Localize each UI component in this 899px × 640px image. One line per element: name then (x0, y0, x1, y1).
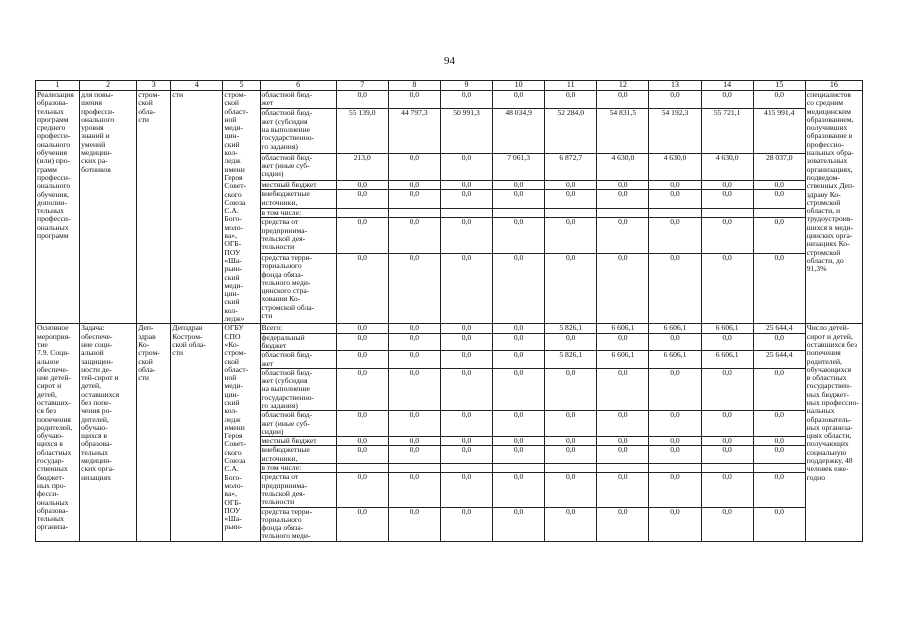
value-cell: 0,0 (753, 180, 805, 190)
value-cell: 0,0 (388, 507, 440, 541)
column-header: 9 (440, 81, 492, 91)
funding-source-label: областной бюд- жет (субсидия на выполнение государственно- го задания) (260, 109, 336, 153)
value-cell: 0,0 (336, 324, 388, 333)
value-cell: 0,0 (701, 333, 753, 351)
value-cell (649, 208, 701, 218)
value-cell: 0,0 (753, 437, 805, 446)
column-header: 6 (260, 81, 336, 91)
value-cell (493, 464, 545, 473)
value-cell: 0,0 (597, 254, 649, 324)
value-cell: 6 606,1 (649, 324, 701, 333)
value-cell: 0,0 (493, 254, 545, 324)
value-cell: 0,0 (440, 91, 492, 109)
value-cell (336, 208, 388, 218)
value-cell: 0,0 (545, 411, 597, 437)
column-header: 11 (545, 81, 597, 91)
value-cell: 50 991,3 (440, 109, 492, 153)
value-cell: 0,0 (597, 411, 649, 437)
value-cell: 25 644,4 (753, 351, 805, 369)
value-cell: 0,0 (493, 473, 545, 507)
value-cell: 0,0 (493, 411, 545, 437)
value-cell: 0,0 (388, 446, 440, 464)
value-cell: 0,0 (753, 507, 805, 541)
value-cell: 52 284,0 (545, 109, 597, 153)
value-cell: 6 606,1 (701, 351, 753, 369)
value-cell: 0,0 (701, 368, 753, 410)
value-cell (545, 464, 597, 473)
value-cell: 0,0 (493, 218, 545, 254)
value-cell (701, 208, 753, 218)
funding-source-label: областной бюд- жет (260, 91, 336, 109)
value-cell: 0,0 (493, 507, 545, 541)
value-cell (545, 208, 597, 218)
value-cell: 213,0 (336, 153, 388, 180)
value-cell: 0,0 (493, 368, 545, 410)
column-header: 13 (649, 81, 701, 91)
funding-source-label: федеральный бюджет (260, 333, 336, 351)
value-cell (388, 208, 440, 218)
value-cell (440, 464, 492, 473)
column-header: 1 (36, 81, 80, 91)
page-number: 94 (444, 55, 455, 67)
value-cell: 0,0 (545, 368, 597, 410)
value-cell: 0,0 (597, 91, 649, 109)
value-cell: 0,0 (545, 218, 597, 254)
executor-cell: стром- ской област- ной меди- цин- ский кол- ледж имени Героя Совет- ского Союза С.А. Бого- моло- ва», ОГБ- ПОУ «Ша- рьин- ский меди- цин- ский кол- ледж» (223, 91, 260, 324)
value-cell: 0,0 (493, 437, 545, 446)
funding-source-label: областной бюд- жет (иные суб- сидии) (260, 411, 336, 437)
value-cell: 0,0 (336, 411, 388, 437)
value-cell: 0,0 (336, 190, 388, 208)
value-cell: 28 037,0 (753, 153, 805, 180)
value-cell: 0,0 (649, 180, 701, 190)
value-cell (597, 464, 649, 473)
value-cell: 0,0 (545, 333, 597, 351)
column-header: 15 (753, 81, 805, 91)
value-cell (440, 208, 492, 218)
coordinator-cell: Деп- здрав Ко- стром- ской обла- сти (137, 324, 171, 541)
header-row (36, 81, 863, 91)
value-cell: 0,0 (701, 91, 753, 109)
value-cell: 48 034,9 (493, 109, 545, 153)
value-cell: 415 991,4 (753, 109, 805, 153)
value-cell: 0,0 (336, 254, 388, 324)
value-cell: 0,0 (649, 507, 701, 541)
column-header: 3 (137, 81, 171, 91)
column-header: 14 (701, 81, 753, 91)
value-cell (753, 208, 805, 218)
column-header: 8 (388, 81, 440, 91)
value-cell: 0,0 (388, 411, 440, 437)
column-header: 12 (597, 81, 649, 91)
value-cell: 0,0 (649, 368, 701, 410)
value-cell: 0,0 (753, 218, 805, 254)
value-cell: 0,0 (388, 254, 440, 324)
value-cell: 0,0 (597, 180, 649, 190)
value-cell: 0,0 (701, 437, 753, 446)
value-cell: 0,0 (493, 180, 545, 190)
value-cell: 0,0 (597, 473, 649, 507)
value-cell: 0,0 (649, 411, 701, 437)
value-cell: 0,0 (336, 91, 388, 109)
value-cell: 0,0 (336, 446, 388, 464)
value-cell: 0,0 (388, 91, 440, 109)
value-cell: 5 826,1 (545, 324, 597, 333)
value-cell: 0,0 (388, 333, 440, 351)
value-cell: 0,0 (649, 473, 701, 507)
funding-source-label: средства от предпринима- тельской дея- тельности (260, 218, 336, 254)
task-cell: для повы- шения професси- онального уровня знаний и умений медицин- ских ра- ботников (80, 91, 137, 324)
value-cell: 55 139,0 (336, 109, 388, 153)
value-cell (493, 208, 545, 218)
value-cell: 0,0 (388, 153, 440, 180)
value-cell: 0,0 (440, 333, 492, 351)
value-cell: 0,0 (440, 368, 492, 410)
funding-source-label: местный бюджет (260, 437, 336, 446)
value-cell: 0,0 (753, 91, 805, 109)
value-cell: 0,0 (649, 446, 701, 464)
funding-source-label: внебюджетные источники, (260, 190, 336, 208)
value-cell: 4 630,0 (701, 153, 753, 180)
value-cell: 6 606,1 (649, 351, 701, 369)
value-cell: 0,0 (493, 351, 545, 369)
value-cell: 6 606,1 (597, 324, 649, 333)
value-cell: 0,0 (545, 91, 597, 109)
value-cell: 4 630,0 (649, 153, 701, 180)
value-cell: 0,0 (701, 446, 753, 464)
value-cell: 0,0 (440, 446, 492, 464)
value-cell: 0,0 (545, 254, 597, 324)
value-cell: 0,0 (753, 254, 805, 324)
activity-name-cell: Реализация образова- тельных программ среднего професси- онального обучения (или) про- грамм професси- онального обучения, дополни- тельных професси- ональных программ (36, 91, 80, 324)
value-cell: 0,0 (545, 446, 597, 464)
value-cell (336, 464, 388, 473)
funding-source-label: областной бюд- жет (иные суб- сидии) (260, 153, 336, 180)
value-cell: 0,0 (753, 190, 805, 208)
value-cell: 0,0 (597, 190, 649, 208)
indicator-description-cell: специалистов со средним медицинским образованием, получивших образование в профессио- нальных обра- зовательных организациях, подведом- ственных Деп- здраву Ко- стромской области, и трудоустроив- шихся в меди- цинских орга- низациях Ко- стромской области, до 91,3% (805, 91, 862, 324)
value-cell: 0,0 (440, 324, 492, 333)
column-header: 5 (223, 81, 260, 91)
value-cell (753, 464, 805, 473)
value-cell: 0,0 (440, 437, 492, 446)
value-cell: 0,0 (440, 473, 492, 507)
value-cell: 0,0 (649, 218, 701, 254)
value-cell (388, 464, 440, 473)
value-cell: 0,0 (388, 180, 440, 190)
value-cell: 25 644,4 (753, 324, 805, 333)
value-cell (649, 464, 701, 473)
value-cell: 0,0 (336, 507, 388, 541)
table-row (36, 324, 863, 333)
value-cell: 0,0 (545, 507, 597, 541)
column-header: 2 (80, 81, 137, 91)
value-cell: 0,0 (493, 324, 545, 333)
column-header: 10 (493, 81, 545, 91)
value-cell (701, 464, 753, 473)
value-cell: 0,0 (388, 324, 440, 333)
funding-source-label: в том числе: (260, 464, 336, 473)
value-cell: 4 630,0 (597, 153, 649, 180)
value-cell: 0,0 (440, 153, 492, 180)
task-cell: Задача: обеспече- ние соци- альной защищен- ности де- тей-сирот и детей, оставшихся без попе- чения ро- дителей, обучаю- щихся в образова- тельных медицин- ских орга- низациях (80, 324, 137, 541)
value-cell: 7 061,3 (493, 153, 545, 180)
value-cell: 0,0 (440, 254, 492, 324)
value-cell: 0,0 (545, 190, 597, 208)
value-cell: 0,0 (753, 411, 805, 437)
value-cell: 0,0 (440, 218, 492, 254)
value-cell: 0,0 (649, 91, 701, 109)
value-cell: 0,0 (701, 254, 753, 324)
coordinator-cell: стром- ской обла- сти (137, 91, 171, 324)
responsible-cell: Депздрав Костром- ской обла- сти (171, 324, 223, 541)
value-cell: 6 872,7 (545, 153, 597, 180)
value-cell: 0,0 (336, 437, 388, 446)
executor-cell: ОГБУ СПО «Ко- стром- ской област- ной меди- цин- ский кол- ледж имени Героя Совет- ского Союза С.А. Бого- моло- ва», ОГБ- ПОУ «Ша- рьин- (223, 324, 260, 541)
funding-source-label: в том числе: (260, 208, 336, 218)
value-cell: 0,0 (493, 446, 545, 464)
value-cell: 0,0 (545, 473, 597, 507)
value-cell: 0,0 (753, 333, 805, 351)
value-cell: 0,0 (336, 180, 388, 190)
value-cell: 55 721,1 (701, 109, 753, 153)
table-body (36, 81, 863, 542)
value-cell: 0,0 (388, 218, 440, 254)
value-cell: 0,0 (701, 180, 753, 190)
value-cell: 6 606,1 (597, 351, 649, 369)
value-cell: 54 831,5 (597, 109, 649, 153)
value-cell: 0,0 (545, 180, 597, 190)
value-cell: 0,0 (493, 91, 545, 109)
value-cell: 0,0 (597, 218, 649, 254)
value-cell: 5 826,1 (545, 351, 597, 369)
value-cell: 0,0 (649, 254, 701, 324)
indicator-description-cell: Число детей- сирот и детей, оставшихся без попечения родителей, обучающихся в областных государствен- ных бюджет- ных профессио- нальных образователь- ных организа- циях области, получающих социальную поддержку, 48 человек еже- годно (805, 324, 862, 541)
value-cell: 0,0 (336, 368, 388, 410)
value-cell: 0,0 (388, 437, 440, 446)
funding-source-label: средства от предпринима- тельской дея- тельности (260, 473, 336, 507)
value-cell: 0,0 (597, 437, 649, 446)
value-cell: 0,0 (336, 351, 388, 369)
funding-source-label: местный бюджет (260, 180, 336, 190)
funding-source-label: Всего: (260, 324, 336, 333)
value-cell: 0,0 (336, 218, 388, 254)
value-cell: 0,0 (701, 507, 753, 541)
value-cell: 0,0 (753, 368, 805, 410)
value-cell: 0,0 (597, 368, 649, 410)
value-cell: 0,0 (701, 190, 753, 208)
value-cell: 0,0 (701, 218, 753, 254)
value-cell: 0,0 (597, 333, 649, 351)
value-cell: 0,0 (440, 190, 492, 208)
value-cell: 0,0 (336, 473, 388, 507)
value-cell: 0,0 (649, 437, 701, 446)
value-cell: 44 797,3 (388, 109, 440, 153)
column-header: 16 (805, 81, 862, 91)
budget-table (35, 80, 863, 542)
value-cell: 0,0 (440, 411, 492, 437)
funding-source-label: областной бюд- жет (субсидия на выполнение государственно- го задания) (260, 368, 336, 410)
funding-source-label: областной бюд- жет (260, 351, 336, 369)
value-cell: 0,0 (597, 507, 649, 541)
funding-source-label: средства терри- ториального фонда обяза- тельного меди- цинского стра- хования Ко- стромской обла- сти (260, 254, 336, 324)
value-cell: 0,0 (388, 190, 440, 208)
value-cell: 0,0 (701, 411, 753, 437)
funding-source-label: внебюджетные источники, (260, 446, 336, 464)
funding-source-label: средства терри- ториального фонда обяза- тельного меди- (260, 507, 336, 541)
column-header: 4 (171, 81, 223, 91)
value-cell (597, 208, 649, 218)
value-cell: 0,0 (545, 437, 597, 446)
value-cell: 54 192,3 (649, 109, 701, 153)
value-cell: 6 606,1 (701, 324, 753, 333)
value-cell: 0,0 (493, 333, 545, 351)
value-cell: 0,0 (336, 333, 388, 351)
value-cell: 0,0 (493, 190, 545, 208)
value-cell: 0,0 (440, 507, 492, 541)
value-cell: 0,0 (388, 351, 440, 369)
value-cell: 0,0 (388, 368, 440, 410)
activity-name-cell: Основное мероприя- тие 7.9. Соци- альное обеспече- ние детей- сирот и детей, оставших- ся без попечения родителей, обучаю- щихся в областных государ- ственных бюджет- ных про- фесси- ональных образова- тельных организа- (36, 324, 80, 541)
column-header: 7 (336, 81, 388, 91)
value-cell: 0,0 (440, 180, 492, 190)
value-cell: 0,0 (753, 446, 805, 464)
value-cell: 0,0 (649, 190, 701, 208)
value-cell: 0,0 (440, 351, 492, 369)
value-cell: 0,0 (388, 473, 440, 507)
value-cell: 0,0 (701, 473, 753, 507)
responsible-cell: сти (171, 91, 223, 324)
value-cell: 0,0 (753, 473, 805, 507)
table-row (36, 91, 863, 109)
value-cell: 0,0 (597, 446, 649, 464)
value-cell: 0,0 (649, 333, 701, 351)
